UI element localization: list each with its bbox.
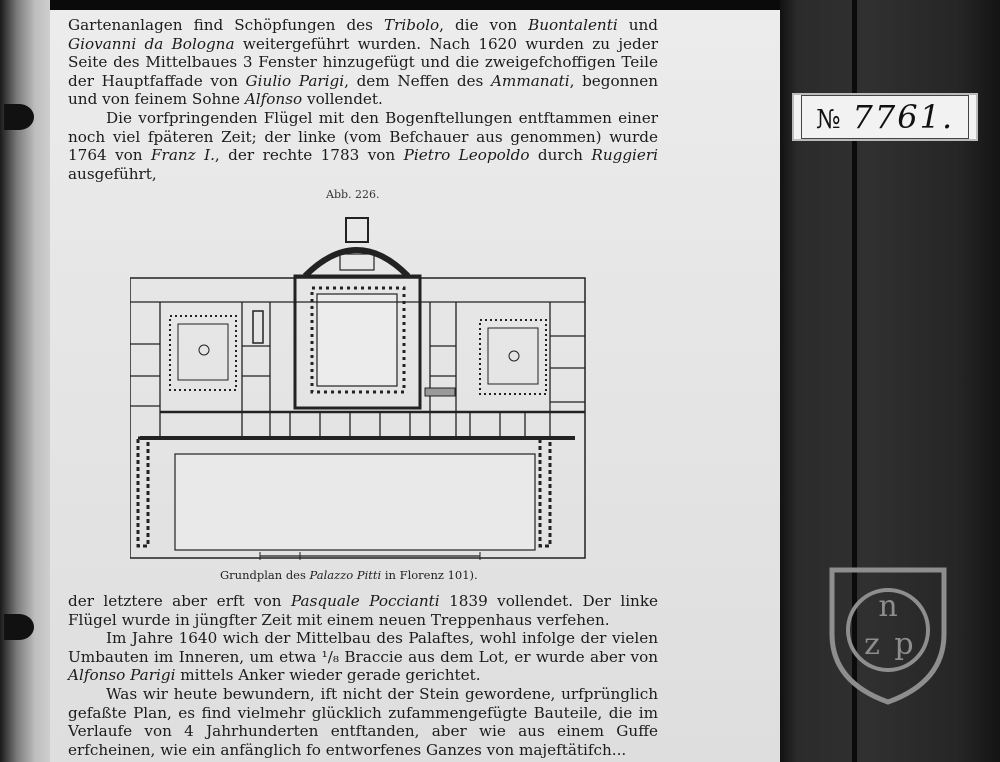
paragraph-1640: [68, 629, 658, 685]
italic-name: Tribolo: [383, 16, 440, 34]
top-text-block: [68, 16, 658, 183]
punch-hole-mark: [4, 104, 34, 130]
inventory-number-label: [792, 93, 978, 141]
floor-plan-figure: [130, 206, 590, 566]
courtyard-garden: [175, 454, 535, 550]
central-court: [317, 294, 397, 386]
right-fountain: [509, 351, 519, 361]
italic-name: Buontalenti: [528, 16, 618, 34]
numero-sign: №: [815, 105, 841, 135]
text-run: , begonnen und von feinem Sohne: [68, 71, 658, 109]
text-run: durch: [529, 146, 592, 165]
collection-watermark-icon: [826, 564, 950, 706]
italic-name: Ruggieri: [591, 146, 659, 165]
text-run: Gartenanlagen find Schöpfungen des: [68, 16, 384, 34]
italic-name: Giovanni da Bologna: [68, 34, 235, 53]
figure-label: Abb. 226.: [326, 188, 380, 201]
italic-name: Ammanati: [490, 71, 570, 90]
paragraph-admiration: [68, 685, 658, 759]
right-court-inner: [488, 328, 538, 384]
left-court-inner: [178, 324, 228, 380]
paragraph-wings: [68, 109, 658, 183]
figure-caption: [220, 568, 478, 582]
left-court: [170, 316, 236, 390]
text-run: 1839 vollendet. Der linke Flügel wurde in jüngfter Zeit mit einem neuen Treppenhaus verfehen.: [68, 592, 659, 629]
left-wing-arcade: [138, 438, 148, 546]
italic-name: Alfonso: [244, 90, 303, 109]
italic-name: Alfonso Parigi: [68, 666, 176, 685]
staircase-hatch: [425, 388, 455, 396]
text-run: weitergeführt wurden. Nach 1620 wurden zu jeder Seite des Mittelbaues 3 Fenster hinzugefügt und die zweigefchoffigen Teile der Hauptfaffade von: [68, 34, 658, 90]
exedra-basin: [340, 254, 374, 270]
wm-letter-p: p: [894, 627, 914, 662]
bottom-text-block: [68, 592, 658, 759]
caption-text: Grundplan des: [220, 568, 310, 582]
wm-letter-n: n: [878, 589, 898, 624]
left-film-strip: [0, 0, 50, 762]
text-run: vollendet.: [302, 90, 383, 109]
text-run: der letztere aber erft von: [68, 592, 291, 610]
text-run: , der rechte 1783 von: [214, 146, 404, 165]
caption-italic: Palazzo Pitti: [309, 568, 382, 582]
caption-text-post: in Florenz: [381, 568, 448, 582]
text-run: Die vorfpringenden Flügel mit den Bogenftellungen entftammen einer noch viel fpäteren Zeit; der linke (vom Befchauer aus genommen) wurde 1764 von: [68, 108, 658, 165]
scale-bar: [260, 552, 480, 560]
rear-stairs: [346, 218, 368, 242]
text-run: , dem Neffen des: [344, 71, 491, 90]
caption-footnote-ref: 101).: [447, 568, 478, 582]
right-court: [480, 320, 546, 394]
right-wing-arcade: [540, 438, 550, 546]
text-run: Was wir heute bewundern, ift nicht der Stein gewordene, urfprünglich gefaßte Plan, es find vielmehr glücklich zufammengefügte Bauteile, die im Verlaufe von 4 Jahrhunderten entftanden, aber wie aus einem Guffe erfcheinen, wie ein anfänglich fo entworfenes Ganzes von majeftätifch...: [68, 684, 658, 759]
book-page: [50, 10, 780, 762]
text-run: und: [617, 16, 658, 34]
text-run: , die von: [439, 16, 529, 34]
italic-name: Pasquale Poccianti: [290, 592, 440, 610]
text-run: Im Jahre 1640 wich der Mittelbau des Palaftes, wohl infolge der vielen Umbauten im Inneren, um etwa ¹/₈ Braccie aus dem Lot, er wurde aber von: [68, 629, 658, 666]
paragraph-completion: [68, 592, 658, 629]
inventory-number: 7761.: [852, 98, 955, 136]
text-run: ausgeführt,: [68, 164, 157, 183]
punch-hole-mark: [4, 614, 34, 640]
spiral-stair: [253, 311, 263, 343]
text-run: mittels Anker wieder gerade gerichtet.: [175, 666, 481, 685]
italic-name: Giulio Parigi: [245, 71, 345, 90]
wm-letter-z: z: [864, 627, 880, 662]
italic-name: Franz I.: [151, 146, 215, 165]
left-fountain: [199, 345, 209, 355]
inventory-label-frame: [801, 95, 969, 139]
italic-name: Pietro Leopoldo: [403, 146, 530, 165]
paragraph-gardens: [68, 16, 658, 109]
